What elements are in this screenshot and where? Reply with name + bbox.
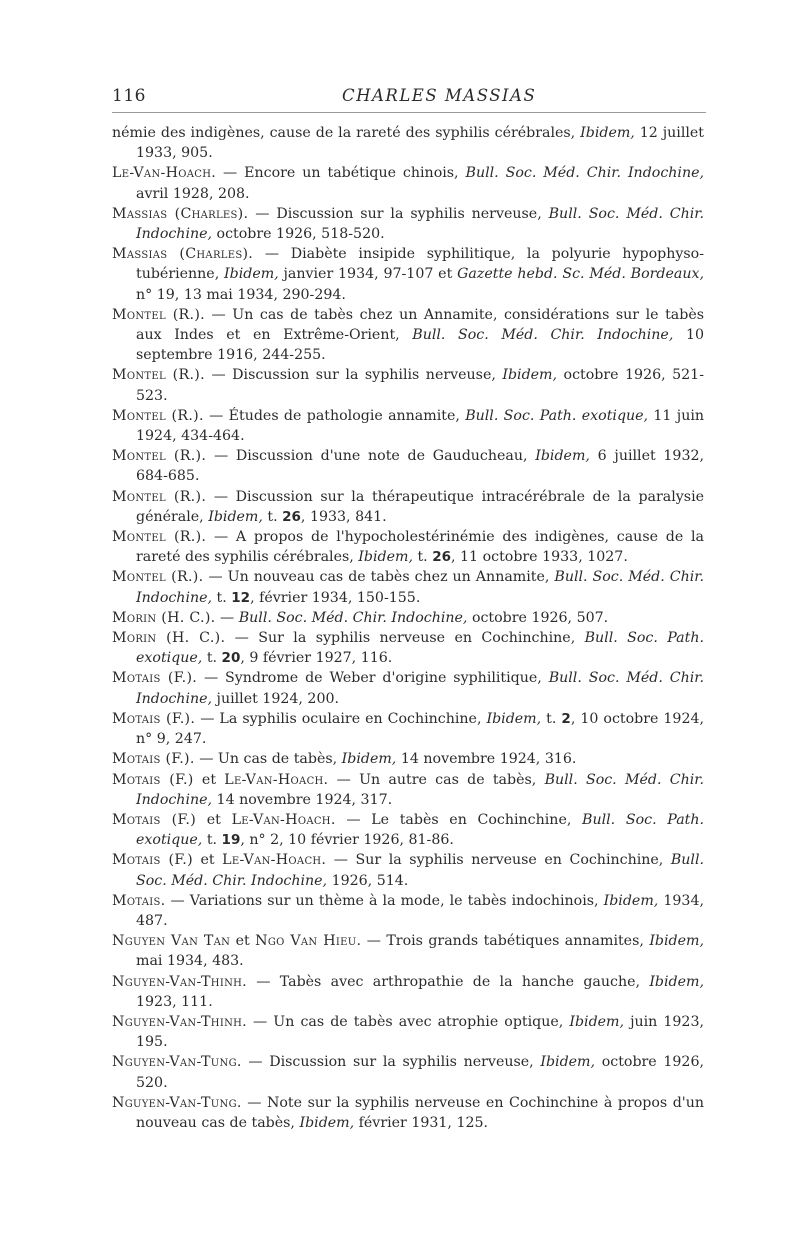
entry-author: Nguyen Van Tan [112, 933, 231, 950]
entry-source: Ibidem, [299, 1114, 355, 1131]
entry-author: Motais (F.). [112, 670, 198, 687]
entry-volume: 12 [231, 589, 251, 606]
entry-source: Bull. Soc. Méd. Chir. Indochine, [136, 569, 705, 606]
bibliography-entry [112, 709, 704, 749]
entry-coauthor: Le-Van-Hoach. [222, 852, 327, 869]
entry-source: Ibidem, [603, 892, 659, 909]
entry-source: Ibidem, [358, 549, 413, 566]
entry-title: — La syphilis oculaire en Cochinchine, [195, 710, 487, 727]
bibliography-entry [112, 770, 704, 810]
entry-title: — A propos de l'hypocholestérinémie des indigènes, cause de la rareté des syphilis cérébrales, [136, 529, 704, 566]
entry-coauthor: Le-Van-Hoach. [224, 771, 329, 788]
bibliography-entry [112, 527, 704, 567]
entry-source: Bull. Soc. Méd. Chir. Indochine, [136, 852, 704, 889]
bibliography-entry [112, 1093, 704, 1133]
entry-details: février 1931, 125. [354, 1114, 489, 1131]
entry-details: , février 1934, 150-155. [250, 589, 421, 606]
entry-coauthor: Le-Van-Hoach. [231, 811, 336, 828]
entry-title: — Sur la syphilis nerveuse en Cochinchine, [326, 852, 671, 869]
entry-title: — Discussion sur la syphilis nerveuse, [204, 367, 503, 384]
entry-details: 14 novembre 1924, 316. [396, 751, 577, 768]
entry-details: octobre 1926, 520. [136, 1054, 704, 1091]
bibliography-entry [112, 1052, 704, 1092]
entry-details: 11 juin 1924, 434-464. [136, 407, 705, 445]
entry-connector: et [192, 852, 223, 869]
page-number: 116 [112, 86, 146, 106]
entry-title: — Études de pathologie annamite, [203, 407, 466, 424]
entry-details: , 11 octobre 1933, 1027. [451, 549, 628, 566]
entry-author: Nguyen-Van-Thinh. [112, 973, 247, 990]
entry-title: — Sur la syphilis nerveuse en Cochinchine, [225, 630, 585, 647]
entry-volume: 26 [432, 549, 451, 566]
entry-title: — Note sur la syphilis nerveuse en Cochinchine à propos d'un nouveau cas de tabès, [136, 1094, 704, 1131]
bibliography-entry [112, 204, 704, 244]
entry-author: Montel (R.). [112, 488, 207, 505]
entry-author: Motais (F.) [112, 811, 197, 828]
entry-title: — Un cas de tabès, [194, 751, 342, 768]
bibliography-entry [112, 850, 704, 890]
entry-details: 10 septembre 1916, 244-255. [136, 327, 704, 364]
entry-source: Ibidem, [569, 1013, 625, 1030]
entry-title: — Variations sur un thème à la mode, le tabès indochinois, [165, 892, 604, 909]
entry-author: Nguyen-Van-Tung. [112, 1094, 242, 1111]
bibliography-entry [112, 365, 704, 405]
entry-details: t. [412, 549, 433, 566]
entry-details: , 1933, 841. [300, 508, 387, 525]
entry-volume: 19 [221, 832, 241, 849]
entry-source: Ibidem, [208, 508, 263, 525]
entry-volume: 26 [282, 508, 301, 525]
entry-title: — Discussion d'une note de Gauducheau, [206, 448, 536, 465]
entry-details: 1934, 487. [136, 892, 704, 929]
entry-source: Ibidem, [341, 751, 397, 768]
entry-details: avril 1928, 208. [136, 185, 250, 202]
entry-author: Motais (F.). [112, 751, 195, 768]
bibliography-list [112, 123, 704, 1133]
bibliography-entry [112, 163, 704, 203]
entry-author: Morin (H. C.). [112, 609, 216, 626]
entry-details: 1923, 111. [136, 993, 213, 1010]
entry-source: Bull. Soc. Méd. Chir. Indochine, [136, 670, 705, 707]
entry-title: — Un cas de tabès chez un Annamite, considérations sur le tabès aux Indes et en Extrême-Orient, [136, 306, 705, 344]
entry-source: Bull. Soc. Méd. Chir. Indochine, [238, 609, 468, 626]
entry-title: — Discussion sur la thérapeutique intracérébrale de la paralysie générale, [136, 488, 705, 525]
entry-author: Montel (R.). [112, 407, 204, 424]
header-rule [112, 112, 706, 113]
entry-details: t. [202, 650, 222, 667]
entry-details: t. [262, 508, 283, 525]
entry-details: t. [541, 710, 562, 727]
entry-connector: et [196, 811, 232, 828]
entry-volume: 20 [221, 650, 241, 667]
entry-details: 12 juillet 1933, 905. [136, 125, 704, 162]
entry-author: Le-Van-Hoach. [112, 165, 217, 182]
entry-title: — Trois grands tabétiques annamites, [361, 933, 650, 950]
entry-details: octobre 1926, 518-520. [212, 226, 385, 243]
entry-source: Bull. Soc. Méd. Chir. Indochine, [412, 327, 674, 344]
entry-title: — [215, 609, 239, 626]
entry-title: — Tabès avec arthropathie de la hanche gauche, [246, 973, 650, 990]
entry-source: Ibidem, [540, 1054, 596, 1071]
entry-details: octobre 1926, 521-523. [136, 367, 705, 404]
entry-source: Ibidem, [502, 367, 558, 384]
entry-details: t. [202, 832, 222, 849]
entry-author: Nguyen-Van-Thinh. [112, 1013, 247, 1030]
entry-details: juillet 1924, 200. [212, 690, 340, 707]
entry-details: , n° 2, 10 février 1926, 81-86. [240, 832, 454, 849]
entry-volume: 2 [561, 710, 571, 727]
entry-title: — Diabète insipide syphilitique, la polyurie hypophyso-tubérienne, [136, 246, 705, 283]
entry-connector: et [230, 933, 256, 950]
entry-author: Morin (H. C.). [112, 630, 226, 647]
bibliography-entry [112, 749, 704, 769]
entry-author: Montel (R.). [112, 569, 204, 586]
bibliography-entry [112, 567, 704, 607]
entry-source: Bull. Soc. Path. exotique, [136, 811, 704, 849]
entry-author: Montel (R.). [112, 306, 205, 323]
entry-coauthor: Ngo Van Hieu. [255, 933, 362, 950]
entry-source: Ibidem, [224, 266, 279, 283]
bibliography-entry [112, 668, 704, 708]
entry-details: , 9 février 1927, 116. [240, 650, 393, 667]
bibliography-entry [112, 244, 704, 305]
bibliography-entry [112, 123, 704, 163]
bibliography-entry [112, 810, 704, 850]
entry-author: Montel (R.). [112, 448, 207, 465]
entry-details: 1926, 514. [327, 872, 409, 889]
entry-author: Motais (F.). [112, 710, 196, 727]
entry-details: , 10 octobre 1924, n° 9, 247. [136, 710, 705, 748]
entry-details: 14 novembre 1924, 317. [212, 791, 393, 808]
entry-source: Bull. Soc. Méd. Chir. Indochine, [465, 165, 704, 182]
entry-source: Ibidem, [649, 973, 704, 990]
entry-source: Bull. Soc. Méd. Chir. Indochine, [136, 205, 705, 243]
page-header [112, 86, 706, 114]
entry-details: 6 juillet 1932, 684-685. [136, 448, 705, 485]
entry-author: Nguyen-Van-Tung. [112, 1054, 242, 1071]
entry-details: n° 19, 13 mai 1934, 290-294. [136, 286, 346, 303]
entry-title: — Syndrome de Weber d'origine syphilitique, [197, 670, 549, 687]
bibliography-entry [112, 972, 704, 1012]
bibliography-entry [112, 1012, 704, 1052]
entry-title: — Un autre cas de tabès, [328, 771, 545, 788]
bibliography-entry [112, 487, 704, 527]
bibliography-entry [112, 446, 704, 486]
entry-title: — Discussion sur la syphilis nerveuse, [248, 205, 549, 222]
bibliography-entry [112, 628, 704, 668]
entry-title: — Un nouveau cas de tabès chez un Annamite, [203, 569, 555, 586]
entry-author: Montel (R.). [112, 367, 205, 384]
entry-source: Bull. Soc. Path. exotique, [465, 407, 649, 424]
entry-details: t. [212, 589, 232, 606]
entry-title: — Discussion sur la syphilis nerveuse, [241, 1054, 541, 1071]
entry-author: Motais (F.) [112, 852, 193, 869]
entry-author: Montel (R.). [112, 529, 207, 546]
entry-details: mai 1934, 483. [136, 953, 244, 970]
bibliography-entry [112, 305, 704, 366]
entry-details: juin 1923, 195. [136, 1013, 704, 1051]
bibliography-entry [112, 406, 704, 446]
bibliography-entry [112, 891, 704, 931]
entry-title: — Le tabès en Cochinchine, [335, 811, 583, 828]
entry-title: némie des indigènes, cause de la rareté des syphilis cérébrales, [112, 125, 581, 141]
entry-source: Ibidem, [580, 125, 635, 141]
entry-author: Motais. [112, 892, 166, 909]
running-title: CHARLES MASSIAS [342, 86, 537, 105]
entry-details: janvier 1934, 97-107 et [278, 266, 458, 283]
bibliography-entry [112, 931, 704, 971]
entry-source: Ibidem, [649, 933, 704, 950]
entry-author: Massias (Charles). [112, 246, 254, 263]
entry-source: Gazette hebd. Sc. Méd. Bordeaux, [457, 266, 705, 283]
entry-connector: et [193, 771, 225, 788]
entry-details: octobre 1926, 507. [467, 609, 609, 626]
bibliography-entry [112, 608, 704, 628]
entry-source: Ibidem, [535, 448, 590, 465]
entry-source: Bull. Soc. Méd. Chir. Indochine, [136, 771, 704, 808]
entry-author: Massias (Charles). [112, 205, 249, 222]
entry-title: — Un cas de tabès avec atrophie optique, [246, 1013, 570, 1030]
entry-source: Ibidem, [486, 710, 542, 727]
entry-author: Motais (F.) [112, 771, 194, 788]
entry-title: — Encore un tabétique chinois, [216, 165, 466, 182]
entry-source: Bull. Soc. Path. exotique, [136, 630, 704, 667]
